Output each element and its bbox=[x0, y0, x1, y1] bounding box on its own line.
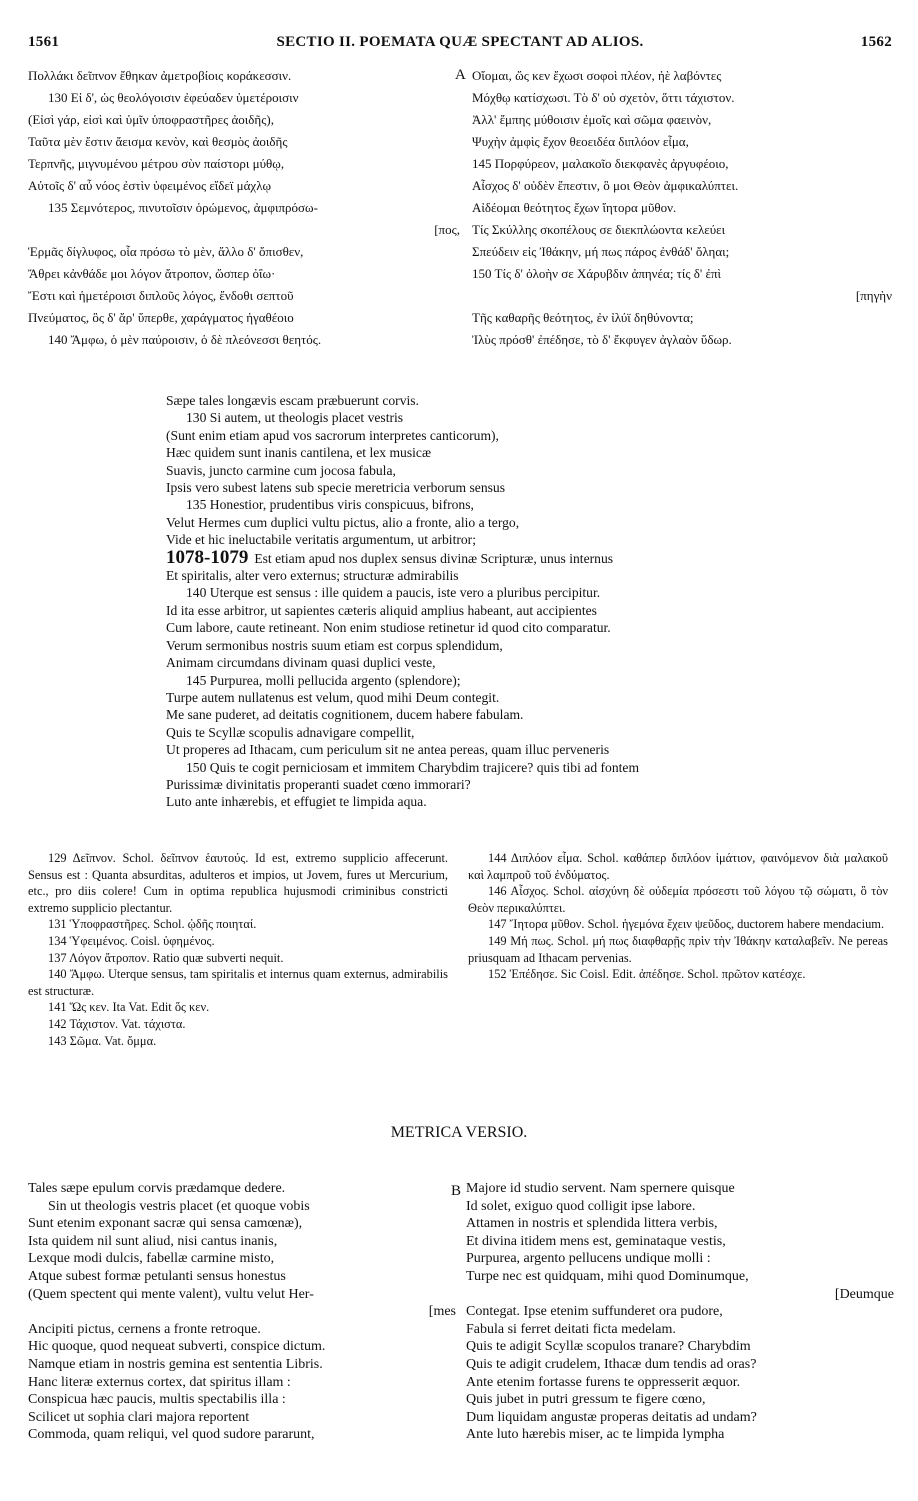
text-line: Atque subest formæ petulanti sensus honestus bbox=[28, 1268, 286, 1284]
text-line: Αὐτοῖς δ' αὖ νόος ἐστὶν ὑφειμένος εἴδεϊ μάχλῳ bbox=[28, 178, 272, 193]
text-line: Αἰδέομαι θεότητος ἔχων ἴητορα μῦθον. bbox=[472, 200, 677, 215]
metrica-right-column bbox=[466, 1180, 894, 1480]
text-line: Turpe nec est quidquam, mihi quod Dominumque, bbox=[466, 1268, 749, 1284]
latin-line bbox=[166, 462, 866, 479]
text-line: Et divina itidem mens est, geminataque vestis, bbox=[466, 1233, 726, 1249]
footnote: 146 Αἶσχος. Schol. αἰσχύνη δὲ οὐδεμία πρόσεστι τοῦ λόγου τῷ σώματι, ὃ τὸν Θεὸν περικαλύπτει. bbox=[468, 884, 888, 915]
footnote: 134 Ὑφειμένος. Coisl. ὑφημένος. bbox=[48, 933, 215, 948]
latin-line bbox=[166, 602, 866, 619]
latin-line-text: Et spiritalis, alter vero externus; structuræ admirabilis bbox=[166, 568, 459, 584]
text-line: Τῆς καθαρῆς θεότητος, ἐν ἰλύϊ δηθύνοντα; bbox=[472, 310, 694, 325]
latin-line bbox=[166, 793, 866, 810]
notes-right-column bbox=[468, 850, 888, 1110]
text-line: 145 Πορφύρεον, μαλακοῖο διεκφανὲς ἀργυφέοιο, bbox=[472, 156, 729, 171]
text-line: Οἴομαι, ὥς κεν ἔχωσι σοφοὶ πλέον, ἠὲ λαβόντες bbox=[472, 68, 722, 83]
text-line: Attamen in nostris et splendida littera verbis, bbox=[466, 1216, 718, 1232]
latin-line bbox=[166, 672, 866, 689]
latin-line-text: Turpe autem nullatenus est velum, quod mihi Deum contegit. bbox=[166, 689, 500, 705]
text-line: Hic quoque, quod nequeat subverti, conspice dictum. bbox=[28, 1339, 326, 1355]
text-line: 150 Τίς δ' ὀλοὴν σε Χάρυβδιν ἀπηνέα; τίς δ' ἐπὶ bbox=[472, 266, 722, 281]
text-line: Quis jubet in putri gressum te figere cœno, bbox=[466, 1392, 706, 1408]
latin-line bbox=[166, 654, 866, 671]
text-line: Purpurea, argento pellucens undique molli : bbox=[466, 1251, 711, 1267]
margin-marker-a: A bbox=[455, 67, 466, 83]
footnote: 143 Σῶμα. Vat. ὄμμα. bbox=[48, 1033, 157, 1048]
margin-marker-b: B bbox=[451, 1183, 462, 1199]
latin-line-text: Ipsis vero subest latens sub specie meretricia verborum sensus bbox=[166, 480, 506, 496]
text-line: [πος, bbox=[434, 222, 460, 237]
latin-line-text: Suavis, juncto carmine cum jocosa fabula, bbox=[166, 462, 396, 478]
text-line: Ἰλὺς πρόσθ' ἐπέδησε, τὸ δ' ἔκφυγεν ἀγλαὸν ὕδωρ. bbox=[472, 332, 732, 347]
latin-line-text: 130 Si autem, ut theologis placet vestris bbox=[186, 410, 404, 426]
text-line: Fabula si ferret deitati ficta medelam. bbox=[466, 1321, 676, 1337]
latin-line-text: Id ita esse arbitror, ut sapientes cæteris aliquid amplius habeant, aut accipientes bbox=[166, 602, 597, 618]
footnote: 140 Ἄμφω. Uterque sensus, tam spiritalis et internus quam externus, admirabilis est structuræ. bbox=[28, 967, 448, 998]
footnote: 142 Τάχιστον. Vat. τάχιστα. bbox=[48, 1016, 186, 1031]
latin-line-text: Verum sermonibus nostris suum etiam est corpus splendidum, bbox=[166, 637, 503, 653]
text-line: Ταῦτα μὲν ἔστιν ἄεισμα κενὸν, καὶ θεσμὸς ἀοιδῆς bbox=[28, 134, 288, 149]
text-line: Conspicua hæc paucis, multis spectabilis illa : bbox=[28, 1392, 286, 1408]
latin-line-text: Animam circumdans divinam quasi duplici veste, bbox=[166, 655, 436, 671]
text-line: Quis te adigit Scyllæ scopulos tranare? Charybdim bbox=[466, 1339, 751, 1355]
latin-line-text: (Sunt enim etiam apud vos sacrorum interpretes canticorum), bbox=[166, 427, 499, 443]
text-line: Contegat. Ipse etenim suffunderet ora pudore, bbox=[466, 1304, 723, 1320]
text-line: Ἑρμᾶς δίγλυφος, οἷα πρόσω τὸ μὲν, ἄλλο δ' ὄπισθεν, bbox=[28, 244, 304, 259]
text-line: Μόχθῳ κατίσχωσι. Τὸ δ' οὐ σχετὸν, ὅττι τάχιστον. bbox=[472, 90, 735, 105]
latin-line bbox=[166, 724, 866, 741]
text-line: Scilicet ut sophia clari majora reportent bbox=[28, 1409, 250, 1425]
text-line: [mes bbox=[428, 1304, 456, 1320]
latin-line bbox=[166, 444, 866, 461]
text-line: Namque etiam in nostris gemina est sententia Libris. bbox=[28, 1356, 323, 1372]
text-line: Sin ut theologis vestris placet (et quoque vobis bbox=[48, 1198, 310, 1214]
latin-line bbox=[166, 619, 866, 636]
latin-line-text: 140 Uterque est sensus : ille quidem a paucis, iste vero a pluribus percipitur. bbox=[186, 585, 601, 601]
text-line: (Εἰσὶ γάρ, εἰσὶ καὶ ὑμῖν ὑποφραστῆρες ἀοιδῆς), bbox=[28, 112, 274, 127]
latin-line bbox=[166, 706, 866, 723]
text-line: Ante luto hærebis miser, ac te limpida lympha bbox=[466, 1427, 725, 1443]
text-line: 140 Ἄμφω, ὁ μὲν παύροισιν, ὁ δὲ πλεόνεσσι θεητός. bbox=[48, 332, 322, 347]
text-line: Ante etenim fortasse furens te oppresserit æquor. bbox=[466, 1374, 741, 1390]
text-line: Commoda, quam reliqui, vel quod sudore pararunt, bbox=[28, 1427, 315, 1443]
latin-line bbox=[166, 479, 866, 496]
latin-line bbox=[166, 531, 866, 548]
latin-line bbox=[166, 741, 866, 758]
text-line: Ἀλλ' ἔμπης μύθοισιν ἐμοῖς καὶ σῶμα φαεινὸν, bbox=[472, 112, 712, 127]
text-line: Ancipiti pictus, cernens a fronte retroque. bbox=[28, 1321, 261, 1337]
text-line: 135 Σεμνότερος, πινυτοῖσιν ὁρώμενος, ἀμφιπρόσω- bbox=[48, 200, 318, 215]
column-number-marker: 1078-1079 bbox=[166, 546, 249, 568]
text-line: Majore id studio servent. Nam spernere quisque bbox=[466, 1181, 735, 1196]
footnote: 149 Μή πως. Schol. μή πως διαφθαρῇς πρὶν τὴν Ἰθάκην καταλαβεῖν. Ne pereas priusquam ad Ithacam pervenias. bbox=[468, 933, 888, 965]
latin-line-text: Est etiam apud nos duplex sensus divinæ Scripturæ, unus internus bbox=[254, 550, 614, 566]
metrica-versio-heading: METRICA VERSIO. bbox=[390, 1124, 528, 1141]
latin-line-text: Vide et hic ineluctabile veritatis argumentum, ut arbitror; bbox=[166, 532, 476, 548]
greek-text-right-column bbox=[472, 65, 892, 365]
footnote: 131 Ὑποφραστῆρες. Schol. ᾠδῆς ποιηταί. bbox=[48, 917, 257, 932]
text-line: Hanc literæ externus cortex, dat spiritus illam : bbox=[28, 1374, 291, 1390]
text-line: Lexque modi dulcis, fabellæ carmine misto, bbox=[28, 1251, 275, 1267]
latin-line-text: Purissimæ divinitatis properanti suadet cœno immorari? bbox=[166, 776, 471, 792]
footnote: 141 Ὥς κεν. Ita Vat. Edit ὅς κεν. bbox=[48, 1000, 210, 1015]
latin-line bbox=[166, 514, 866, 531]
latin-line-text: Sæpe tales longævis escam præbuerunt corvis. bbox=[166, 393, 419, 408]
text-line: Sunt etenim exponant sacræ qui sensa camœnæ), bbox=[28, 1216, 303, 1232]
text-line: Τερπνῆς, μιγνυμένου μέτρου σὺν παίστορι μύθῳ, bbox=[28, 156, 285, 171]
latin-line-text: Me sane puderet, ad deitatis cognitionem, ducem habere fabulam. bbox=[166, 707, 524, 723]
text-line: 130 Εἰ δ', ὡς θεολόγοισιν ἐφεύαδεν ὑμετέροισιν bbox=[48, 90, 299, 105]
latin-translation bbox=[166, 392, 866, 824]
latin-line-text: 150 Quis te cogit perniciosam et immitem Charybdim trajicere? quis tibi ad fontem bbox=[186, 759, 640, 775]
latin-line bbox=[166, 776, 866, 793]
footnote: 144 Διπλόον εἶμα. Schol. καθάπερ διπλόον ἱμάτιον, φαινόμενον διὰ μαλακοῦ καὶ λαμπροῦ τοῦ ἐνδύματος. bbox=[468, 851, 888, 882]
latin-line-text: Cum labore, caute retineant. Non enim studiose retinetur id quod cito comparatur. bbox=[166, 620, 611, 636]
latin-line bbox=[166, 637, 866, 654]
latin-line bbox=[166, 689, 866, 706]
footnote: 147 Ἴητορα μῦθον. Schol. ἡγεμόνα ἔχειν ψεῦδος, ductorem habere mendacium. bbox=[488, 917, 885, 932]
latin-line-text: Quis te Scyllæ scopulis adnavigare compellit, bbox=[166, 724, 415, 740]
text-line: Ψυχὴν ἀμφὶς ἔχον θεοειδέα διπλόον εἶμα, bbox=[472, 134, 689, 149]
text-line: Τίς Σκύλλης σκοπέλους σε διεκπλώοντα κελεύει bbox=[472, 222, 726, 237]
footnote: 137 Λόγον ἄτροπον. Ratio quæ subverti nequit. bbox=[48, 950, 284, 965]
text-line: [πηγὴν bbox=[855, 288, 892, 303]
notes-left-column bbox=[28, 850, 448, 1110]
latin-line bbox=[166, 546, 866, 568]
text-line: Dum liquidam angustæ properas deitatis ad undam? bbox=[466, 1409, 757, 1425]
text-line: Tales sæpe epulum corvis prædamque dedere. bbox=[28, 1181, 286, 1196]
latin-line-text: Velut Hermes cum duplici vultu pictus, alio a fronte, alio a tergo, bbox=[166, 514, 520, 530]
latin-line bbox=[166, 496, 866, 513]
text-line: Πολλάκι δεῖπνον ἔθηκαν ἀμετροβίοις κοράκεσσιν. bbox=[28, 68, 292, 83]
text-line: Ἔστι καὶ ἡμετέροισι διπλοῦς λόγος, ἔνδοθι σεπτοῦ bbox=[28, 288, 294, 303]
latin-line bbox=[166, 392, 866, 409]
text-line: [Deumque bbox=[834, 1286, 894, 1302]
footnote: 152 Ἐπέδησε. Sic Coisl. Edit. ἀπέδησε. Schol. πρῶτον κατέσχε. bbox=[488, 967, 806, 982]
latin-line bbox=[166, 409, 866, 426]
text-line: Ἄθρει κἀνθάδε μοι λόγον ἄτροπον, ὥσπερ ὀΐω· bbox=[28, 266, 276, 281]
latin-line-text: 145 Purpurea, molli pellucida argento (splendore); bbox=[186, 672, 461, 688]
text-line: (Quem spectent qui mente valent), vultu velut Her- bbox=[28, 1286, 314, 1302]
running-header bbox=[28, 34, 892, 56]
latin-line bbox=[166, 427, 866, 444]
page-number-right: 1562 bbox=[860, 34, 892, 50]
latin-line-text: 135 Honestior, prudentibus viris conspicuus, bifrons, bbox=[186, 497, 474, 513]
latin-line-text: Hæc quidem sunt inanis cantilena, et lex musicæ bbox=[166, 445, 432, 461]
page-number-left: 1561 bbox=[28, 34, 60, 50]
text-line: Αἶσχος δ' οὐδὲν ἔπεστιν, ὃ μοι Θεὸν ἀμφικαλύπτει. bbox=[472, 178, 739, 193]
text-line: Σπεύδειν εἰς Ἰθάκην, μή πως πάρος ἐνθάδ' ὄληαι; bbox=[472, 244, 730, 259]
latin-line-text: Ut properes ad Ithacam, cum periculum sit ne antea pereas, quam illuc perveneris bbox=[166, 742, 610, 758]
text-line: Id solet, exiguo quod colligit ipse labore. bbox=[466, 1198, 696, 1214]
text-line: Ista quidem nil sunt aliud, nisi cantus inanis, bbox=[28, 1233, 278, 1249]
greek-text-left-column bbox=[28, 65, 460, 365]
text-line: Πνεύματος, ὃς δ' ἄρ' ὕπερθε, χαράγματος ἠγαθέοιο bbox=[28, 310, 294, 325]
section-title: SECTIO II. POEMATA QUÆ SPECTANT AD ALIOS. bbox=[276, 34, 644, 50]
latin-line bbox=[166, 759, 866, 776]
latin-line bbox=[166, 567, 866, 584]
text-line: Quis te adigit crudelem, Ithacæ dum tendis ad oras? bbox=[466, 1356, 757, 1372]
latin-line-text: Luto ante inhærebis, et effugiet te limpida aqua. bbox=[166, 794, 427, 810]
latin-line bbox=[166, 584, 866, 601]
footnote: 129 Δεῖπνον. Schol. δεῖπνον ἑαυτούς. Id est, extremo supplicio affecerunt. Sensus est : Quanta absurditas, adulteros et impios, ut Jovem, fures ut Mercurium, etc., pro diis colere! Cum in optima republica hujusmodi criminibus constricti extremo supplicio plectantur. bbox=[28, 851, 448, 915]
metrica-left-column bbox=[28, 1180, 456, 1480]
